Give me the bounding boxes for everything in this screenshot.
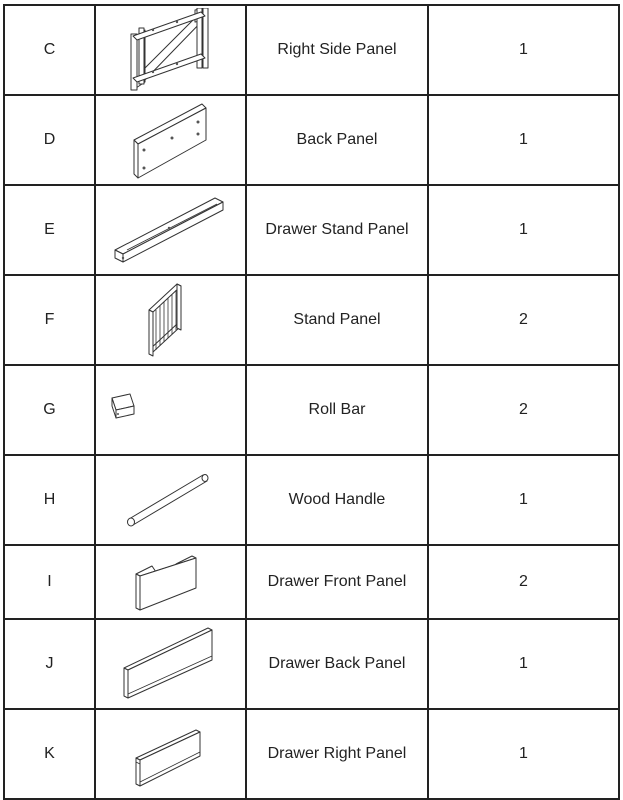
part-quantity-cell: 1: [428, 95, 619, 185]
part-name-cell: Back Panel: [246, 95, 428, 185]
parts-list-table: [3, 4, 620, 800]
part-image-cell: [95, 619, 246, 709]
table-row: [4, 5, 619, 95]
notched-board-icon: [126, 550, 216, 614]
table-row: [4, 709, 619, 799]
part-name-cell: Right Side Panel: [246, 5, 428, 95]
part-image-cell: [95, 455, 246, 545]
table-row: [4, 185, 619, 275]
part-id-cell: F: [4, 275, 95, 365]
table-row: [4, 275, 619, 365]
part-quantity-cell: 2: [428, 545, 619, 619]
part-quantity-cell: 1: [428, 455, 619, 545]
part-image-cell: [95, 275, 246, 365]
part-id-cell: C: [4, 5, 95, 95]
part-id-cell: K: [4, 709, 95, 799]
part-quantity-cell: 1: [428, 619, 619, 709]
table-row: [4, 365, 619, 455]
part-name-cell: Roll Bar: [246, 365, 428, 455]
table-row: [4, 455, 619, 545]
side-frame-panel-icon: [121, 8, 221, 92]
part-image-cell: [95, 185, 246, 275]
small-block-icon: [96, 376, 206, 436]
long-board-icon: [116, 624, 226, 704]
part-quantity-cell: 2: [428, 275, 619, 365]
long-rail-icon: [111, 192, 231, 268]
part-id-cell: E: [4, 185, 95, 275]
part-id-cell: G: [4, 365, 95, 455]
part-name-cell: Drawer Right Panel: [246, 709, 428, 799]
part-image-cell: [95, 545, 246, 619]
part-image-cell: [95, 5, 246, 95]
table-row: [4, 95, 619, 185]
part-id-cell: I: [4, 545, 95, 619]
part-quantity-cell: 1: [428, 5, 619, 95]
table-row: [4, 619, 619, 709]
part-quantity-cell: 1: [428, 709, 619, 799]
part-id-cell: J: [4, 619, 95, 709]
back-board-icon: [126, 100, 216, 180]
part-name-cell: Drawer Front Panel: [246, 545, 428, 619]
part-name-cell: Drawer Back Panel: [246, 619, 428, 709]
part-image-cell: [95, 709, 246, 799]
part-name-cell: Stand Panel: [246, 275, 428, 365]
part-id-cell: D: [4, 95, 95, 185]
part-quantity-cell: 1: [428, 185, 619, 275]
part-id-cell: H: [4, 455, 95, 545]
grooved-board-icon: [126, 716, 216, 792]
part-quantity-cell: 2: [428, 365, 619, 455]
slatted-panel-icon: [141, 280, 201, 360]
part-name-cell: Drawer Stand Panel: [246, 185, 428, 275]
dowel-rod-icon: [121, 465, 221, 535]
part-image-cell: [95, 95, 246, 185]
table-row: [4, 545, 619, 619]
part-image-cell: [95, 365, 246, 455]
part-name-cell: Wood Handle: [246, 455, 428, 545]
